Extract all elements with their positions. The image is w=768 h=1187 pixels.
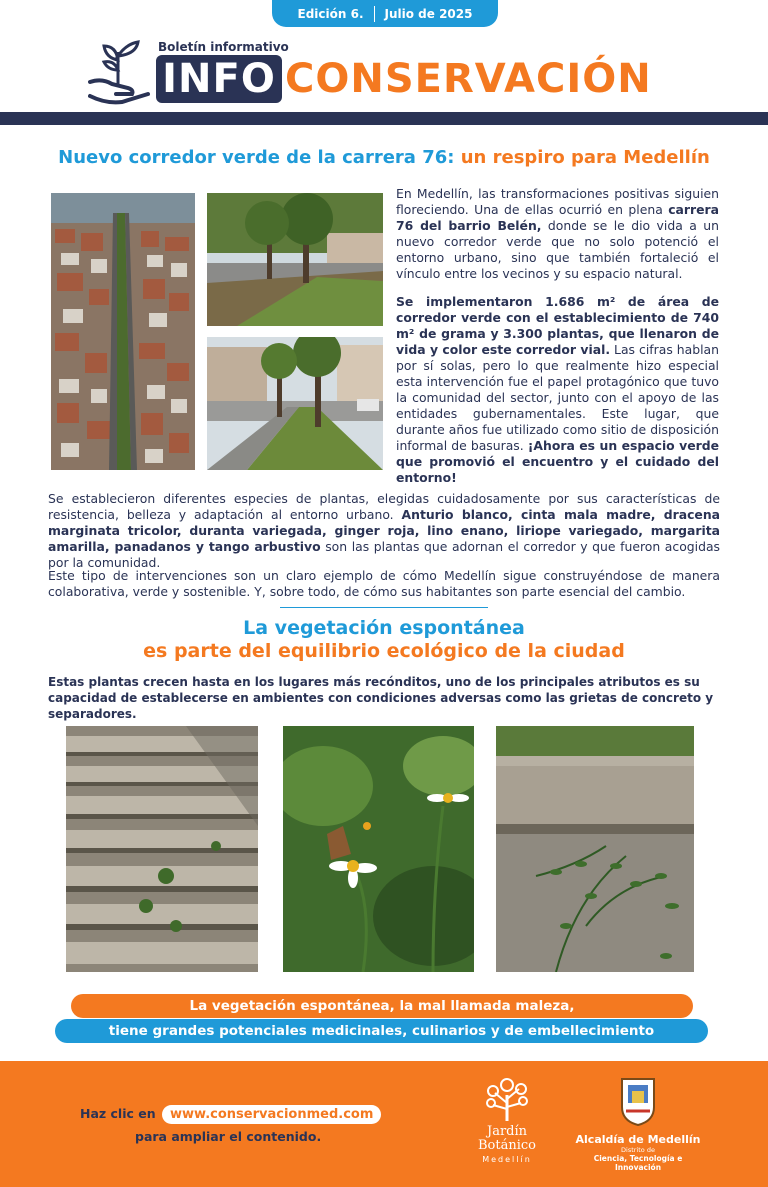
footer-cta-suffix: para ampliar el contenido. — [135, 1129, 322, 1144]
alcaldia-logo — [570, 1075, 706, 1172]
p3-text-bold: Anturio blanco, cinta mala madre, dracena marginata tricolor, duranta variegada, ginger roja, lino enano, liriope variegado, margarita amarilla, panadanos y tango arbustivo — [48, 507, 721, 554]
section1-title-blue: Nuevo corredor verde de la carrera 76: — [58, 147, 455, 168]
section1-paragraph-1 — [396, 186, 719, 282]
edition-separator — [374, 6, 375, 22]
corridor-street-photo-2 — [207, 337, 383, 470]
section1-title-orange: un respiro para Medellín — [460, 147, 710, 168]
edition-date: Julio de 2025 — [384, 6, 473, 21]
city-shield-icon — [618, 1075, 658, 1127]
bulletin-subtitle: Boletín informativo — [158, 40, 289, 54]
p1-text-a: En Medellín, las transformaciones positivas siguien floreciendo. Una de ellas ocurrió en plena — [396, 186, 719, 217]
footer-website-link[interactable]: www.conservacionmed.com — [162, 1105, 381, 1124]
alcaldia-name: Alcaldía de Medellín — [575, 1133, 701, 1146]
brand-title-conservacion: CONSERVACIÓN — [285, 56, 652, 102]
maleza-banner-orange: La vegetación espontánea, la mal llamada maleza, — [71, 994, 693, 1018]
section-divider — [280, 607, 488, 608]
footer — [0, 1061, 768, 1187]
p2-text-bold-a: Se implementaron 1.686 m² de área de corredor verde con el establecimiento de 740 m² de grama y 3.300 plantas, que llenaron de vida y color este corredor vial. — [396, 294, 719, 357]
stairs-vegetation-photo — [66, 726, 258, 972]
edition-badge — [272, 0, 498, 27]
jardin-line2: Botánico — [478, 1138, 536, 1153]
alcaldia-dept: Ciencia, Tecnología e Innovación — [593, 1154, 683, 1172]
aerial-corridor-photo — [51, 193, 195, 470]
section1-paragraph-2 — [396, 294, 719, 486]
section1-paragraph-3 — [48, 491, 720, 571]
potential-banner-blue: tiene grandes potenciales medicinales, culinarios y de embellecimiento — [55, 1019, 708, 1043]
jardin-line1: Jardín — [486, 1124, 528, 1139]
p3-text-c: son las plantas que adornan el corredor y que fueron acogidas por la comunidad. — [48, 539, 720, 570]
section1-title — [0, 147, 768, 168]
p2-text-b: Las cifras hablan por sí solas, pero lo que realmente hizo especial esta intervención fue el papel protagónico que tuvo la comunidad del sector, junto con el apoyo de las entidades gubernamentales. Este lugar, que durante años fue utilizado como sitio de disposición informal de basuras. — [396, 342, 719, 453]
edition-number: Edición 6. — [297, 6, 364, 21]
brand-title-info: INFO — [156, 55, 282, 103]
section2-title-line2: es parte del equilibrio ecológico de la ciudad — [143, 640, 625, 662]
p1-text-c: donde se le dio vida a un nuevo corredor verde que no solo potenció el entorno urbano, sino que también fortaleció el vínculo entre los vecinos y su espacio natural. — [396, 218, 719, 281]
footer-cta-prefix: Haz clic en — [80, 1106, 156, 1121]
corridor-street-photo-1 — [207, 193, 383, 326]
p2-text-bold-c: ¡Ahora es un espacio verde que promovió el encuentro y el cuidado del entorno! — [396, 438, 720, 485]
p1-text-bold: carrera 76 del barrio Belén, — [396, 202, 719, 233]
footer-cta — [80, 1105, 381, 1124]
jardin-line3: Medellín — [482, 1155, 532, 1164]
butterfly-flower-photo — [283, 726, 474, 972]
section1-paragraph-4: Este tipo de intervenciones son un claro ejemplo de cómo Medellín sigue construyéndose de manera colaborativa, verde y sostenible. Y, sobre todo, de cómo sus habitantes son parte esencial del cambio. — [48, 568, 720, 599]
alcaldia-district: Distrito de — [621, 1146, 655, 1154]
section2-intro: Estas plantas crecen hasta en los lugares más recónditos, uno de los principales atributos es su capacidad de establecerse en ambientes con condiciones adversas como las grietas de concreto y separadores. — [48, 675, 714, 721]
hand-plant-logo-icon — [88, 38, 158, 106]
header-divider-bar — [0, 112, 768, 125]
p3-text-a: Se establecieron diferentes especies de plantas, elegidas cuidadosamente por sus características de resistencia, belleza y adaptación al entorno urbano. — [48, 491, 720, 522]
wall-crack-plant-photo — [496, 726, 694, 972]
botanical-tree-icon — [483, 1077, 531, 1121]
section2-title-line1: La vegetación espontánea — [243, 617, 525, 639]
jardin-botanico-logo — [466, 1077, 548, 1164]
